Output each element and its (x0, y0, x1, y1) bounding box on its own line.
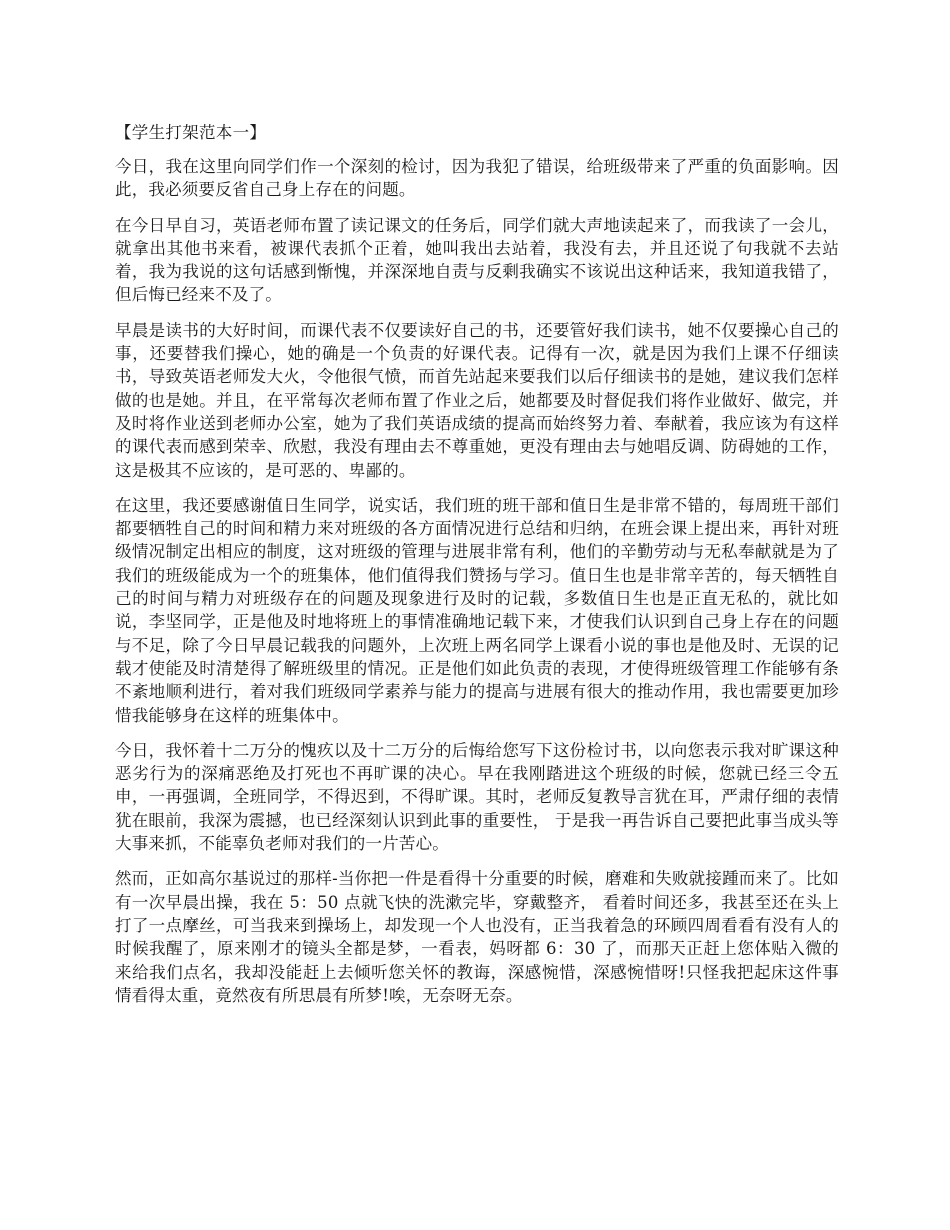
paragraph-2: 在今日早自习，英语老师布置了读记课文的任务后，同学们就大声地读起来了，而我读了一会儿，就拿出其他书来看，被课代表抓个正着，她叫我出去站着，我没有去，并且还说了句我就不去站着，我为我说的这句话感到惭愧，并深深地自责与反剩我确实不该说出这种话来，我知道我错了，但后悔已经来不及了。 (115, 215, 839, 305)
paragraph-4: 在这里，我还要感谢值日生同学，说实话，我们班的班干部和值日生是非常不错的，每周班干部们都要牺牲自己的时间和精力来对班级的各方面情况进行总结和归纳，在班会课上提出来，再针对班级情况制定出相应的制度，这对班级的管理与进展非常有利，他们的辛勤劳动与无私奉献就是为了我们的班级能成为一个的班集体，他们值得我们赞扬与学习。值日生也是非常辛苦的，每天牺牲自己的时间与精力对班级存在的问题及现象进行及时的记载，多数值日生也是正直无私的，就比如说，李坚同学，正是他及时地将班上的事情准确地记载下来，才使我们认识到自己身上存在的问题与不足，除了今日早晨记载我的问题外，上次班上两名同学上课看小说的事也是他及时、无误的记载才使能及时清楚得了解班级里的情况。正是他们如此负责的表现，才使得班级管理工作能够有条不紊地顺利进行，着对我们班级同学素养与能力的提高与进展有很大的推动作用，我也需要更加珍惜我能够身在这样的班集体中。 (115, 495, 839, 725)
document-heading: 【学生打架范本一】 (115, 123, 267, 142)
paragraph-3: 早晨是读书的大好时间，而课代表不仅要读好自己的书，还要管好我们读书，她不仅要操心自己的事，还要替我们操心，她的确是一个负责的好课代表。记得有一次，就是因为我们上课不仔细读书，导致英语老师发大火，令他很气愤，而首先站起来要我们以后仔细读书的是她，建议我们怎样做的也是她。并且，在平常每次老师布置了作业之后，她都要及时督促我们将作业做好、做完，并及时将作业送到老师办公室，她为了我们英语成绩的提高而始终努力着、奉献着，我应该为有这样的课代表而感到荣幸、欣慰，我没有理由去不尊重她，更没有理由去与她唱反调、防碍她的工作，这是极其不应该的，是可恶的、卑鄙的。 (115, 320, 839, 480)
document-page (115, 121, 839, 1019)
paragraph-5: 今日，我怀着十二万分的愧疚以及十二万分的后悔给您写下这份检讨书，以向您表示我对旷课这种恶劣行为的深痛恶绝及打死也不再旷课的决心。早在我刚踏进这个班级的时候，您就已经三令五申，一再强调，全班同学，不得迟到，不得旷课。其时，老师反复教导言犹在耳，严肃仔细的表情犹在眼前，我深为震撼，也已经深刻认识到此事的重要性， 于是我一再告诉自己要把此事当成头等大事来抓，不能辜负老师对我们的一片苦心。 (115, 740, 839, 854)
paragraph-6: 然而，正如高尔基说过的那样-当你把一件是看得十分重要的时候，磨难和失败就接踵而来了。比如有一次早晨出操，我在 5：50 点就飞快的洗漱完毕，穿戴整齐， 看着时间还多，我甚至还在头上打了一点摩丝，可当我来到操场上，却发现一个人也没有，正当我着急的环顾四周看看有没有人的时候我醒了，原来刚才的镜头全都是梦，一看表，妈呀都 6：30 了，而那天正赶上您体贴入微的来给我们点名，我却没能赶上去倾听您关怀的教诲，深感惋惜，深感惋惜呀!只怪我把起床这件事情看得太重，竟然夜有所思晨有所梦!唉，无奈呀无奈。 (115, 869, 839, 1005)
paragraph-1: 今日，我在这里向同学们作一个深刻的检讨，因为我犯了错误，给班级带来了严重的负面影响。因此，我必须要反省自己身上存在的问题。 (115, 157, 839, 200)
